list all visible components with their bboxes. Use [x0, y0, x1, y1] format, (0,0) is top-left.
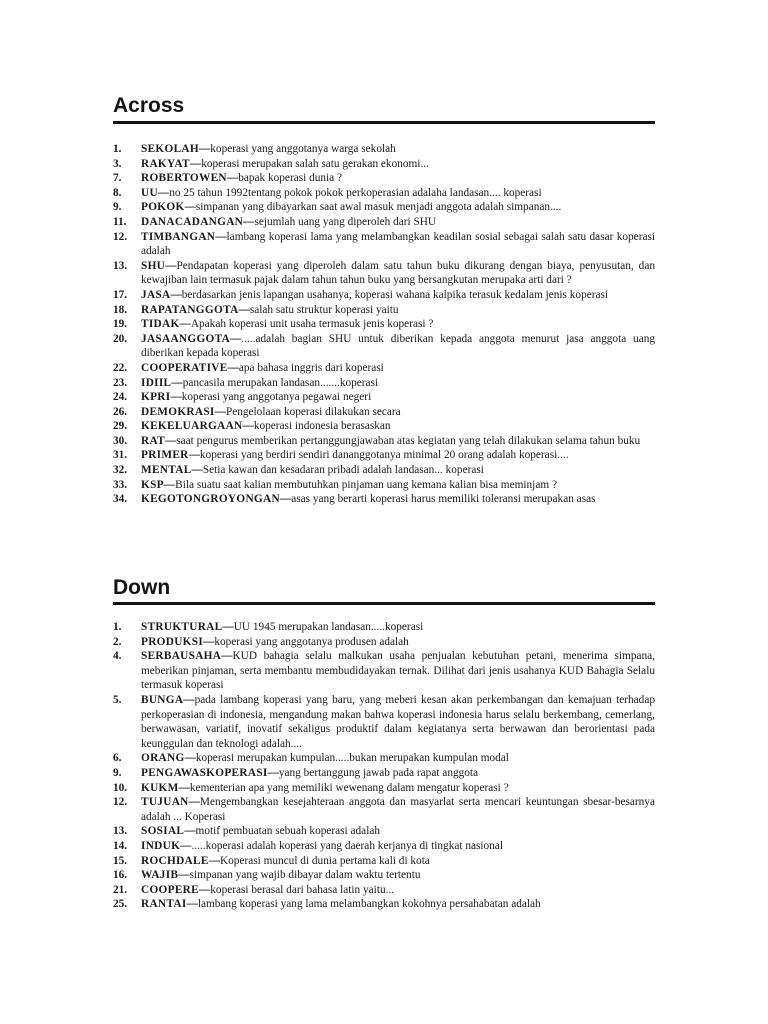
- across-clue-list: [113, 142, 655, 507]
- down-clue-item: [113, 824, 655, 839]
- clue-text: [141, 693, 655, 751]
- across-clue-item: [113, 317, 655, 332]
- clue-description: Koperasi muncul di dunia pertama kali di kota: [219, 854, 430, 867]
- down-clue-item: [113, 883, 655, 898]
- clue-text: [141, 142, 655, 157]
- down-heading: Down: [113, 576, 171, 599]
- clue-number: 13.: [113, 825, 128, 838]
- clue-number: 10.: [113, 781, 128, 794]
- clue-text: [141, 795, 655, 824]
- clue-text: [141, 230, 655, 259]
- clue-dash: —: [215, 230, 227, 243]
- clue-dash: —: [170, 391, 182, 404]
- across-clue-item: [113, 259, 655, 288]
- clue-number: 15.: [113, 854, 128, 867]
- clue-number: 18.: [113, 303, 128, 316]
- clue-number: 11.: [113, 215, 127, 228]
- clue-description: pada lambang koperasi yang baru, yang meberi kesan akan perkembangan dan kemajuan terhadap perkoperasian di indonesia, mengandung makan bahwa koperasi indonesia harus selalu berkembang, cemerlang, berwawasan, variatif, inovatif sekaligus produktif dalam kegiatanya serta berwawan dan berorientasi pada keunggulan dan teknologi adalah....: [141, 693, 655, 750]
- clue-dash: —: [214, 405, 226, 418]
- down-clue-item: [113, 751, 655, 766]
- clue-number: 5.: [113, 693, 122, 706]
- clue-number: 17.: [113, 288, 128, 301]
- clue-text: [141, 317, 655, 332]
- clue-text: [141, 332, 655, 361]
- clue-description: kementerian apa yang memiliki wewenang dalam mengatur koperasi ?: [189, 781, 509, 794]
- clue-number: 16.: [113, 869, 128, 882]
- clue-number: 2.: [113, 635, 122, 648]
- clue-dash: —: [180, 839, 192, 852]
- clue-dash: —: [191, 464, 203, 477]
- clue-description: simpanan yang wajib dibayar dalam waktu tertentu: [189, 869, 421, 882]
- clue-description: Bila suatu saat kalian membutuhkan pinjaman uang kemana kalian bisa meminjam ?: [175, 478, 557, 491]
- clue-description: koperasi merupakan kumpulan.....bukan merupakan kumpulan modal: [195, 752, 509, 765]
- clue-answer: COOPERE: [141, 883, 199, 896]
- down-clue-item: [113, 854, 655, 869]
- clue-answer: KUKM: [141, 781, 179, 794]
- across-clue-item: [113, 171, 655, 186]
- down-clue-item: [113, 635, 655, 650]
- clue-text: [141, 171, 655, 186]
- clue-text: [141, 478, 655, 493]
- clue-description: berdasarkan jenis lapangan usahanya, koperasi wahana kalpika terasuk kedalam jenis koperasi: [181, 288, 609, 301]
- clue-number: 1.: [113, 621, 122, 633]
- clue-description: pancasila merupakan landasan.......koperasi: [182, 376, 379, 389]
- clue-dash: —: [171, 376, 183, 389]
- clue-number: 14.: [113, 839, 128, 852]
- clue-dash: —: [184, 825, 196, 838]
- clue-answer: WAJIB: [141, 869, 179, 882]
- clue-description: lambang koperasi lama yang melambangkan keadilan sosial sebagai salah satu dasar koperasi adalah: [141, 230, 655, 258]
- clue-dash: —: [267, 766, 279, 779]
- clue-text: [141, 390, 655, 405]
- clue-description: Setia kawan dan kesadaran pribadi adalah landasan... koperasi: [202, 464, 484, 477]
- clue-description: koperasi merupakan salah satu gerakan ekonomi...: [201, 157, 429, 170]
- clue-number: 31.: [113, 449, 128, 462]
- across-clue-item: [113, 157, 655, 172]
- clue-description: Mengembangkan kesejahteraan anggota dan masyarlat serta mencari keuntungan sbesar-besarnya adalah ... Koperasi: [141, 796, 655, 823]
- clue-answer: PRIMER: [141, 449, 189, 462]
- clue-number: 32.: [113, 464, 128, 477]
- clue-answer: TUJUAN: [141, 796, 189, 809]
- clue-description: KUD bahagia selalu malkukan usaha penjualan kebutuhan petani, menerima simpana, meberikan pinjaman, serta membantu membudidayakan ternak. Dilihat dari jenis usahanya KUD Bahagia Selalu termasuk koperasi: [141, 650, 655, 692]
- across-clue-item: [113, 376, 655, 391]
- clue-answer: IDIIL: [141, 376, 172, 389]
- clue-answer: RAT: [141, 434, 165, 447]
- across-clue-item: [113, 390, 655, 405]
- clue-answer: JASA: [141, 288, 171, 301]
- clue-text: [141, 419, 655, 434]
- clue-dash: —: [198, 143, 211, 155]
- clue-answer: SHU: [141, 259, 166, 272]
- across-clue-item: [113, 478, 655, 493]
- clue-text: [141, 620, 655, 635]
- clue-description: bapak koperasi dunia ?: [238, 172, 343, 185]
- clue-answer: SERBAUSAHA: [141, 650, 222, 663]
- clue-answer: DANACADANGAN: [141, 215, 244, 228]
- clue-dash: —: [243, 215, 255, 228]
- clue-number: 1.: [113, 143, 122, 155]
- across-clue-item: [113, 288, 655, 303]
- clue-text: [141, 303, 655, 318]
- down-clue-item: [113, 868, 655, 883]
- clue-description: Pendapatan koperasi yang diperoleh dalam satu tahun buku dikurang dengan biaya, penyusutan, dan kewajiban lain termasuk pajak dalam tahun tahun buku yang bersangkutan merupaka arti dari ?: [141, 259, 655, 287]
- clue-number: 19.: [113, 318, 128, 331]
- clue-text: [141, 854, 655, 869]
- clue-dash: —: [242, 420, 254, 433]
- clue-description: koperasi indonesia berasaskan: [253, 420, 391, 433]
- clue-answer: BUNGA: [141, 693, 184, 706]
- clue-dash: —: [164, 434, 177, 447]
- clue-number: 29.: [113, 420, 128, 433]
- clue-number: 4.: [113, 650, 122, 663]
- clue-answer: STRUKTURAL: [141, 621, 223, 633]
- clue-description: .....adalah bagian SHU untuk diberikan kepada anggota menurut jasa anggota uang diberikan kepada koperasi: [141, 332, 655, 360]
- clue-description: asas yang berarti koperasi harus memiliki toleransi merupakan asas: [291, 493, 596, 506]
- clue-text: [141, 376, 655, 391]
- clue-text: [141, 649, 655, 693]
- clue-description: simpanan yang dibayarkan saat awal masuk menjadi anggota adalah simpanan....: [195, 201, 562, 214]
- across-divider: [113, 121, 655, 124]
- clue-number: 3.: [113, 157, 122, 170]
- clue-dash: —: [279, 493, 292, 506]
- clue-text: [141, 781, 655, 796]
- down-divider: [113, 602, 655, 605]
- clue-dash: —: [226, 172, 239, 185]
- across-clue-item: [113, 434, 655, 449]
- clue-answer: JASAANGGOTA: [141, 332, 231, 345]
- across-clue-item: [113, 215, 655, 230]
- clue-answer: SOSIAL: [141, 825, 185, 838]
- clue-description: koperasi yang berdiri sendiri dananggotanya minimal 20 orang adalah koperasi....: [199, 449, 569, 462]
- clue-answer: DEMOKRASI: [141, 405, 215, 418]
- down-clue-list: [113, 620, 655, 912]
- across-clue-item: [113, 303, 655, 318]
- across-clue-item: [113, 405, 655, 420]
- clue-number: 6.: [113, 752, 122, 765]
- clue-answer: KSP: [141, 478, 164, 491]
- clue-text: [141, 434, 655, 449]
- clue-description: koperasi yang anggotanya pegawai negeri: [181, 391, 372, 404]
- clue-answer: KPRI: [141, 391, 171, 404]
- clue-description: no 25 tahun 1992tentang pokok pokok perkoperasian adalaha landasan.... koperasi: [169, 186, 542, 199]
- clue-text: [141, 288, 655, 303]
- clue-dash: —: [189, 157, 202, 170]
- clue-description: lambang koperasi yang lama melambangkan kokohnya persahabatan adalah: [197, 898, 541, 911]
- clue-text: [141, 200, 655, 215]
- clue-description: UU 1945 merupakan landasan.....koperasi: [233, 621, 424, 633]
- clue-dash: —: [186, 898, 198, 911]
- clue-number: 9.: [113, 766, 122, 779]
- clue-text: [141, 259, 655, 288]
- clue-text: [141, 186, 655, 201]
- clue-description: sejumlah uang yang diperoleh dari SHU: [254, 215, 437, 228]
- clue-dash: —: [188, 449, 200, 462]
- down-clue-item: [113, 897, 655, 912]
- clue-dash: —: [203, 635, 215, 648]
- clue-dash: —: [188, 796, 200, 809]
- clue-answer: RAPATANGGOTA: [141, 303, 239, 316]
- across-clue-item: [113, 361, 655, 376]
- clue-description: .....koperasi adalah koperasi yang daerah kerjanya di tingkat nasional: [191, 839, 503, 852]
- clue-description: saat pengurus memberikan pertanggungjawaban atas kegiatan yang telah dilakukan selama tahun buku: [176, 434, 641, 447]
- clue-answer: ROBERTOWEN: [141, 172, 227, 185]
- clue-number: 13.: [113, 259, 128, 272]
- clue-answer: ROCHDALE: [141, 854, 209, 867]
- across-heading: Across: [113, 94, 185, 117]
- clue-number: 12.: [113, 796, 128, 809]
- clue-text: [141, 824, 655, 839]
- clue-dash: —: [165, 259, 177, 272]
- across-clue-item: [113, 200, 655, 215]
- clue-answer: PRODUKSI: [141, 635, 204, 648]
- across-clue-item: [113, 419, 655, 434]
- clue-number: 8.: [113, 186, 122, 199]
- clue-description: Pengelolaan koperasi dilakukan secara: [225, 405, 401, 418]
- clue-text: [141, 766, 655, 781]
- across-clue-item: [113, 230, 655, 259]
- clue-number: 7.: [113, 172, 122, 185]
- clue-dash: —: [222, 621, 234, 633]
- clue-text: [141, 883, 655, 898]
- clue-text: [141, 839, 655, 854]
- clue-answer: INDUK: [141, 839, 181, 852]
- across-clue-item: [113, 186, 655, 201]
- clue-text: [141, 868, 655, 883]
- clue-description: salah satu struktur koperasi yaitu: [249, 303, 399, 316]
- clue-dash: —: [184, 201, 196, 214]
- across-clue-item: [113, 448, 655, 463]
- clue-dash: —: [170, 288, 182, 301]
- clue-answer: TIDAK: [141, 318, 180, 331]
- down-clue-item: [113, 839, 655, 854]
- clue-number: 12.: [113, 230, 128, 243]
- clue-number: 33.: [113, 478, 128, 491]
- across-clue-item: [113, 142, 655, 157]
- clue-number: 25.: [113, 898, 128, 911]
- down-clue-item: [113, 766, 655, 781]
- clue-text: [141, 157, 655, 172]
- down-clue-item: [113, 693, 655, 751]
- clue-answer: KEGOTONGROYONGAN: [141, 493, 280, 506]
- clue-description: koperasi yang anggotanya produsen adalah: [214, 635, 409, 648]
- clue-number: 26.: [113, 405, 128, 418]
- clue-dash: —: [179, 318, 191, 331]
- down-clue-item: [113, 795, 655, 824]
- across-clue-item: [113, 463, 655, 478]
- clue-dash: —: [184, 752, 196, 765]
- down-clue-item: [113, 649, 655, 693]
- clue-text: [141, 751, 655, 766]
- clue-answer: POKOK: [141, 201, 185, 214]
- clue-dash: —: [230, 332, 242, 345]
- clue-answer: RANTAI: [141, 898, 187, 911]
- clue-answer: KEKELUARGAAN: [141, 420, 243, 433]
- clue-number: 22.: [113, 361, 128, 374]
- clue-answer: TIMBANGAN: [141, 230, 216, 243]
- across-clue-item: [113, 492, 655, 507]
- clue-text: [141, 448, 655, 463]
- clue-answer: COOPERATIVE: [141, 361, 228, 374]
- clue-description: motif pembuatan sebuah koperasi adalah: [195, 825, 380, 838]
- clue-dash: —: [178, 781, 190, 794]
- clue-answer: MENTAL: [141, 464, 192, 477]
- clue-number: 23.: [113, 376, 128, 389]
- clue-description: koperasi berasal dari bahasa latin yaitu...: [210, 883, 395, 896]
- clue-text: [141, 492, 655, 507]
- clue-dash: —: [221, 650, 233, 663]
- clue-number: 34.: [113, 493, 128, 506]
- clue-description: apa bahasa inggris dari koperasi: [238, 361, 384, 374]
- clue-text: [141, 215, 655, 230]
- clue-dash: —: [238, 303, 250, 316]
- across-clue-item: [113, 332, 655, 361]
- clue-answer: PENGAWASKOPERASI: [141, 766, 268, 779]
- clue-description: Apakah koperasi unit usaha termasuk jenis koperasi ?: [190, 318, 434, 331]
- clue-dash: —: [208, 854, 220, 867]
- clue-text: [141, 897, 655, 912]
- clue-answer: SEKOLAH: [141, 143, 199, 155]
- clue-text: [141, 635, 655, 650]
- clue-number: 30.: [113, 434, 128, 447]
- clue-number: 9.: [113, 201, 122, 214]
- clue-answer: UU: [141, 186, 158, 199]
- clue-text: [141, 463, 655, 478]
- clue-text: [141, 405, 655, 420]
- clue-description: koperasi yang anggotanya warga sekolah: [210, 143, 396, 155]
- down-clue-item: [113, 781, 655, 796]
- clue-dash: —: [227, 361, 239, 374]
- clue-number: 21.: [113, 883, 128, 896]
- clue-answer: RAKYAT: [141, 157, 190, 170]
- clue-dash: —: [163, 478, 176, 491]
- clue-answer: ORANG: [141, 752, 185, 765]
- clue-dash: —: [183, 693, 195, 706]
- clue-dash: —: [157, 186, 170, 199]
- clue-number: 24.: [113, 391, 128, 404]
- clue-text: [141, 361, 655, 376]
- clue-dash: —: [198, 883, 211, 896]
- clue-number: 20.: [113, 332, 128, 345]
- clue-description: yang bertanggung jawab pada rapat anggota: [278, 766, 479, 779]
- down-clue-item: [113, 620, 655, 635]
- clue-dash: —: [178, 869, 190, 882]
